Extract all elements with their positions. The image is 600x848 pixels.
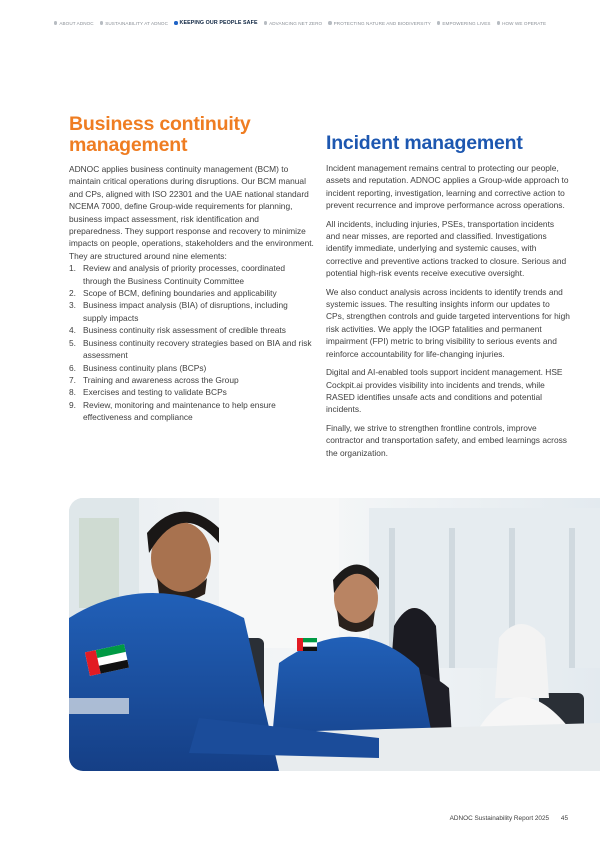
page-footer (450, 815, 568, 822)
list-item-text: Training and awareness across the Group (83, 374, 239, 385)
nav-item-label: KEEPING OUR PEOPLE SAFE (179, 20, 258, 26)
nav-item-label: SUSTAINABILITY AT ADNOC (105, 20, 169, 26)
list-item-text: Business continuity recovery strategies based on BIA and risk assessment (83, 337, 312, 361)
list-item-number: 1. (69, 263, 76, 274)
nav-item-keeping-our-people-safe[interactable] (174, 20, 258, 26)
nav-item-label: EMPOWERING LIVES (442, 20, 491, 26)
list-item-number: 8. (69, 387, 76, 398)
heading-line-2: management (69, 134, 188, 156)
team-meeting-photo (69, 498, 600, 771)
nav-item-how-we-operate[interactable] (497, 21, 547, 26)
list-item-number: 9. (69, 399, 76, 410)
nav-dot-icon (264, 21, 268, 25)
list-item-text: Review, monitoring and maintenance to help ensure effectiveness and compliance (83, 399, 276, 423)
nav-item-protecting-nature-and-biodiversity[interactable] (328, 21, 431, 26)
list-item-text: Scope of BCM, defining boundaries and applicability (83, 288, 277, 299)
incident-paragraph-1: Incident management remains central to protecting our people, assets and reputation. ADNOC applies a Group-wide approach to incident reporting, investigation, learning and corrective action to prevent recurrence and improve performance across operations. (326, 163, 569, 211)
list-item-text: Business continuity plans (BCPs) (83, 362, 207, 373)
nav-dot-icon (174, 21, 178, 25)
business-continuity-heading (69, 114, 309, 156)
list-item (69, 399, 314, 424)
list-item (69, 299, 314, 324)
list-item (69, 386, 314, 398)
list-item (69, 287, 314, 299)
list-item-number: 7. (69, 374, 76, 385)
nav-dot-icon (100, 21, 104, 25)
report-title: ADNOC Sustainability Report 2025 (449, 815, 550, 822)
incident-management-body (326, 162, 570, 465)
list-item-text: Business impact analysis (BIA) of disruptions, including supply impacts (83, 300, 288, 323)
incident-paragraph-4: Digital and AI-enabled tools support incident management. HSE Cockpit.ai provides visibility into incidents and trends, while RASED identifies unsafe acts and conditions and potential incidents. (326, 367, 563, 415)
nav-item-label: HOW WE OPERATE (502, 20, 547, 26)
list-item (69, 262, 314, 287)
nav-item-empowering-lives[interactable] (437, 21, 491, 26)
list-item-number: 2. (69, 288, 76, 299)
list-item (69, 362, 314, 374)
incident-paragraph-5: Finally, we strive to strengthen frontline controls, improve contractor and transportation safety, and embed learnings across the organization. (326, 422, 567, 458)
nav-item-label: ABOUT ADNOC (59, 20, 94, 26)
team-meeting-illustration (69, 498, 600, 771)
nav-item-about-adnoc[interactable] (54, 21, 94, 26)
business-continuity-body (69, 163, 314, 424)
bcm-intro-paragraph: ADNOC applies business continuity management (BCM) to maintain critical operations during disruptions. Our BCM manual and CPs, aligned with ISO 22301 and the UAE national standard NCEMA 7000, define Group-wide requirements for planning, business impact assessment, risk identification and preparedness. They support response and recovery to minimize impacts on people, operations, stakeholders and the environment. They are structured around nine elements: (69, 164, 314, 261)
list-item-number: 4. (69, 325, 76, 336)
nav-dot-icon (54, 21, 58, 25)
list-item (69, 337, 314, 362)
list-item-text: Review and analysis of priority processes, coordinated through the Business Continuity Committee (83, 263, 286, 286)
section-nav (0, 17, 600, 29)
nav-dot-icon (437, 21, 441, 25)
incident-paragraph-3: We also conduct analysis across incidents to identify trends and systemic issues. The resulting insights inform our updates to CPs, strengthen controls and guide targeted interventions for high risk activities. We apply the IOGP fatalities and permanent impairment (FPI) metric to bring visibility to serious events and reinforce accountability for life-changing injuries. (326, 286, 570, 359)
list-item (69, 324, 314, 336)
list-item (69, 374, 314, 386)
nav-dot-icon (328, 21, 332, 25)
nav-item-advancing-net-zero[interactable] (264, 21, 323, 26)
nav-dot-icon (497, 21, 501, 25)
incident-management-heading: Incident management (326, 132, 523, 154)
bcm-elements-list (69, 262, 314, 423)
heading-line-1: Business continuity (69, 113, 251, 135)
list-item-number: 3. (69, 300, 76, 311)
list-item-number: 6. (69, 362, 76, 373)
incident-paragraph-2: All incidents, including injuries, PSEs, transportation incidents and near misses, are reported and classified. Investigations identify immediate, underlying and systemic causes, with corrective and preventive actions tracked to closure. Serious and potential high-risk events receive executive oversight. (326, 218, 567, 279)
list-item-text: Exercises and testing to validate BCPs (83, 387, 227, 398)
page-number: 45 (560, 815, 568, 822)
list-item-number: 5. (69, 337, 76, 348)
list-item-text: Business continuity risk assessment of credible threats (83, 325, 286, 336)
nav-item-label: ADVANCING NET ZERO (269, 20, 323, 26)
nav-item-label: PROTECTING NATURE AND BIODIVERSITY (333, 20, 431, 26)
nav-item-sustainability-at-adnoc[interactable] (100, 21, 168, 26)
